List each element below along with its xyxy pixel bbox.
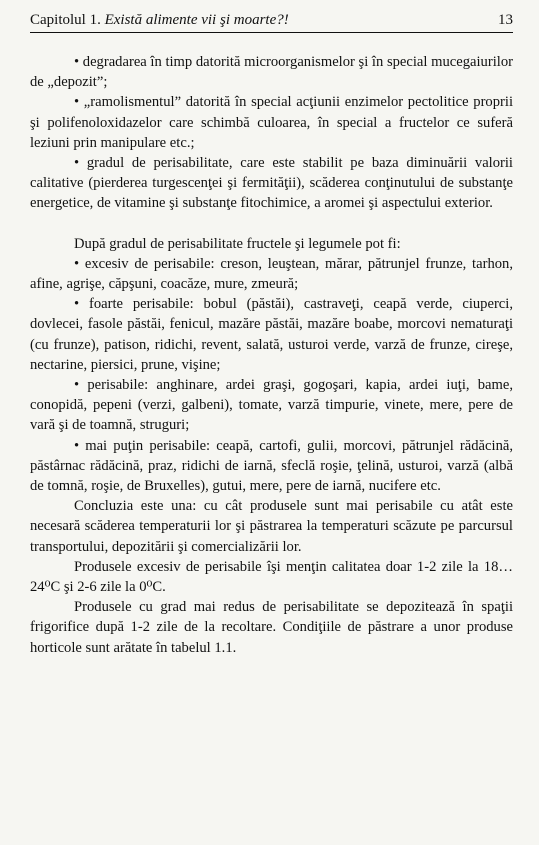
body-text xyxy=(30,52,513,658)
bullet-perishable: • perisabile: anghinare, ardei graşi, gogoşari, kapia, ardei iuţi, bame, conopidă, pepeni (verzi, galbeni), tomate, varză timpurie, vinete, mere, pere de vară şi de toamnă, struguri; xyxy=(30,377,513,434)
storage-conditions-paragraph: Produsele cu grad mai redus de perisabilitate se depozitează în spaţii frigorifice după 1-2 zile de la recoltare. Condiţiile de păstrare a unor produse horticole sunt arătate în tabelul 1.1. xyxy=(30,599,513,656)
chapter-label: Capitolul 1. xyxy=(30,12,101,28)
bullet-excessively-perishable: • excesiv de perisabile: creson, leuştean, mărar, pătrunjel frunze, tarhon, afine, agrişe, căpşuni, coacăze, mure, zmeură; xyxy=(30,255,513,293)
page-number: 13 xyxy=(498,12,513,28)
excessive-storage-paragraph: Produsele excesiv de perisabile îşi menţin calitatea doar 1-2 zile la 18…24⁰C şi 2-6 zile la 0⁰C. xyxy=(30,558,513,596)
conclusion-paragraph: Concluzia este una: cu cât produsele sunt mai perisabile cu atât este necesară scăderea temperaturii lor şi păstrarea la temperaturi scăzute pe parcursul transportului, depozitării şi comercializării lor. xyxy=(30,498,513,555)
running-header xyxy=(30,10,513,33)
bullet-less-perishable: • mai puţin perisabile: ceapă, cartofi, gulii, morcovi, pătrunjel rădăcină, păstârnac rădăcină, praz, ridichi de iarnă, sfeclă roşie, ţelină, usturoi, varză (albă de tomnă, roşie, de Bruxelles), gutui, mere, pere de iarnă, nucifere etc. xyxy=(30,437,513,495)
perishability-intro: După gradul de perisabilitate fructele şi legumele pot fi: xyxy=(74,235,401,252)
bullet-perishability-degree: • gradul de perisabilitate, care este stabilit pe baza diminuării valorii calitative (pierderea turgescenţei şi fermităţii), scăderea conţinutului de substanţe energetice, de vitamine şi substanţe fitochimice, a aromei şi aspectului exterior. xyxy=(30,155,513,212)
bullet-degradation: • degradarea în timp datorită microorganismelor şi în special mucegaiurilor de „depozit”; xyxy=(30,54,513,91)
bullet-ramolisment: • „ramolismentul” datorită în special acţiunii enzimelor pectolitice proprii şi polifenoloxidazelor care schimbă culoarea, în special a fructelor ce suferă leziuni prin manipulare etc.; xyxy=(30,94,513,151)
chapter-title: Există alimente vii şi moarte?! xyxy=(104,12,289,28)
chapter-heading xyxy=(30,10,289,30)
bullet-very-perishable: • foarte perisabile: bobul (păstăi), castraveţi, ceapă verde, ciuperci, dovlecei, fasole păstăi, fenicul, mazăre păstăi, mazăre boabe, morcovi nematuraţi (cu frunze), patison, ridichi, revent, salată, usturoi verde, varză de frunze, cireşe, nectarine, piersici, prune, vişine; xyxy=(30,296,513,373)
